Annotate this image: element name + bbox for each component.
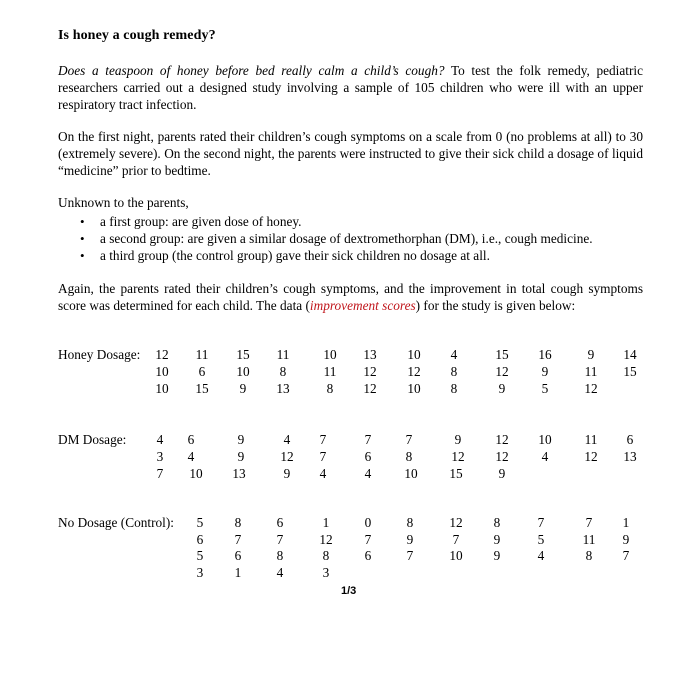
score-honey: 15 bbox=[195, 381, 209, 396]
group-label-honey: Honey Dosage: bbox=[58, 347, 141, 362]
score-control: 11 bbox=[582, 531, 596, 547]
groups-intro: Unknown to the parents, bbox=[58, 195, 189, 210]
score-control: 12 bbox=[319, 531, 333, 547]
score-control: 7 bbox=[364, 531, 372, 547]
score-control: 5 bbox=[537, 531, 545, 547]
score-honey: 4 bbox=[450, 347, 458, 362]
bullet-text: a third group (the control group) gave their sick children no dosage at all. bbox=[100, 248, 490, 263]
score-dm: 7 bbox=[405, 432, 413, 447]
score-dm: 7 bbox=[156, 466, 164, 481]
page-number: 1/3 bbox=[341, 585, 357, 597]
score-control: 7 bbox=[622, 548, 630, 563]
document-title: Is honey a cough remedy? bbox=[58, 28, 216, 43]
score-dm: 9 bbox=[454, 432, 462, 447]
results-text-before: Again, the parents rated their children’s cough symptoms, and the improvement in total cough symptoms score was determined for each child. The data ( bbox=[58, 281, 643, 313]
score-control: 7 bbox=[406, 548, 414, 563]
score-dm: 10 bbox=[404, 466, 418, 481]
score-control: 6 bbox=[364, 548, 372, 563]
score-honey: 13 bbox=[363, 347, 377, 362]
intro-paragraph bbox=[58, 62, 643, 113]
score-dm: 12 bbox=[451, 449, 465, 464]
score-dm: 10 bbox=[189, 466, 203, 481]
score-control: 10 bbox=[449, 548, 463, 563]
score-honey: 14 bbox=[623, 347, 637, 362]
score-control: 9 bbox=[406, 531, 414, 547]
score-honey: 15 bbox=[623, 364, 637, 379]
group-label-dm: DM Dosage: bbox=[58, 432, 127, 447]
score-control: 7 bbox=[276, 531, 284, 547]
score-honey: 12 bbox=[363, 381, 377, 396]
score-control: 8 bbox=[493, 515, 501, 530]
score-honey: 11 bbox=[276, 347, 290, 362]
score-honey: 12 bbox=[495, 364, 509, 379]
score-honey: 11 bbox=[323, 364, 337, 379]
score-dm: 12 bbox=[495, 432, 509, 447]
score-dm: 6 bbox=[187, 432, 195, 447]
score-honey: 10 bbox=[407, 347, 421, 362]
group-label-control: No Dosage (Control): bbox=[58, 515, 174, 530]
score-control: 5 bbox=[196, 548, 204, 563]
score-honey: 16 bbox=[538, 347, 552, 362]
score-honey: 6 bbox=[198, 364, 206, 379]
score-honey: 9 bbox=[541, 364, 549, 379]
score-control: 4 bbox=[537, 548, 545, 563]
score-honey: 10 bbox=[236, 364, 250, 379]
score-control: 1 bbox=[622, 515, 630, 530]
score-dm: 4 bbox=[187, 449, 195, 464]
intro-rest: To test the folk remedy, pediatric researchers carried out a designed study involving a sample of 105 children who were ill with an upper respiratory tract infection. bbox=[58, 63, 643, 112]
score-dm: 9 bbox=[283, 466, 291, 481]
score-dm: 11 bbox=[584, 432, 598, 447]
score-dm: 4 bbox=[364, 466, 372, 481]
score-dm: 12 bbox=[495, 449, 509, 464]
score-honey: 8 bbox=[326, 381, 334, 396]
score-dm: 6 bbox=[626, 432, 634, 447]
score-control: 6 bbox=[276, 515, 284, 530]
groups-paragraph bbox=[58, 194, 643, 264]
score-control: 4 bbox=[276, 564, 284, 580]
score-dm: 3 bbox=[156, 449, 164, 464]
score-dm: 4 bbox=[319, 466, 327, 481]
group-bullet-list bbox=[58, 213, 643, 264]
score-dm: 10 bbox=[538, 432, 552, 447]
score-control: 9 bbox=[493, 531, 501, 547]
score-dm: 12 bbox=[584, 449, 598, 464]
score-dm: 8 bbox=[405, 449, 413, 464]
score-honey: 10 bbox=[323, 347, 337, 362]
score-control: 8 bbox=[585, 548, 593, 563]
score-honey: 8 bbox=[450, 381, 458, 396]
score-dm: 4 bbox=[283, 432, 291, 447]
score-dm: 12 bbox=[280, 449, 294, 464]
score-honey: 5 bbox=[541, 381, 549, 396]
score-control: 6 bbox=[196, 531, 204, 547]
bullet-icon: • bbox=[80, 214, 85, 229]
score-control: 5 bbox=[196, 515, 204, 530]
score-dm: 4 bbox=[156, 432, 164, 447]
score-control: 8 bbox=[234, 515, 242, 530]
score-honey: 15 bbox=[236, 347, 250, 362]
intro-question: Does a teaspoon of honey before bed really calm a child’s cough? bbox=[58, 63, 445, 78]
bullet-icon: • bbox=[80, 248, 85, 263]
score-control: 1 bbox=[322, 515, 330, 530]
score-control: 3 bbox=[322, 564, 330, 580]
first-night-paragraph: On the first night, parents rated their children’s cough symptoms on a scale from 0 (no problems at all) to 30 (extremely severe). On the second night, the parents were instructed to give their sick child a dosage of liquid “medicine” prior to bedtime. bbox=[58, 129, 643, 178]
score-honey: 10 bbox=[155, 381, 169, 396]
bullet-item-control bbox=[58, 247, 643, 264]
score-control: 12 bbox=[449, 515, 463, 530]
score-honey: 10 bbox=[155, 364, 169, 379]
score-dm: 13 bbox=[232, 466, 246, 481]
score-dm: 9 bbox=[237, 449, 245, 464]
score-dm: 7 bbox=[319, 432, 327, 447]
score-control: 7 bbox=[234, 531, 242, 547]
bullet-item-dm bbox=[58, 230, 643, 247]
bullet-text: a first group: are given dose of honey. bbox=[100, 214, 302, 229]
bullet-text: a second group: are given a similar dosage of dextromethorphan (DM), i.e., cough medicine. bbox=[100, 231, 593, 246]
score-honey: 12 bbox=[584, 381, 598, 396]
score-control: 8 bbox=[322, 548, 330, 563]
results-text-after: ) for the study is given below: bbox=[415, 298, 576, 313]
bullet-item-honey bbox=[58, 213, 643, 230]
score-honey: 8 bbox=[450, 364, 458, 379]
score-control: 6 bbox=[234, 548, 242, 563]
improvement-scores-highlight: improvement scores bbox=[309, 298, 416, 313]
score-control: 1 bbox=[234, 564, 242, 580]
score-control: 3 bbox=[196, 564, 204, 580]
score-control: 7 bbox=[585, 515, 593, 530]
score-control: 7 bbox=[537, 515, 545, 530]
score-dm: 15 bbox=[449, 466, 463, 481]
results-paragraph bbox=[58, 280, 643, 314]
score-honey: 11 bbox=[584, 364, 598, 379]
score-honey: 10 bbox=[407, 381, 421, 396]
bullet-icon: • bbox=[80, 231, 85, 246]
score-control: 9 bbox=[622, 531, 630, 547]
score-dm: 9 bbox=[498, 466, 506, 481]
score-honey: 9 bbox=[587, 347, 595, 362]
score-dm: 7 bbox=[364, 432, 372, 447]
score-control: 8 bbox=[406, 515, 414, 530]
score-dm: 9 bbox=[237, 432, 245, 447]
score-control: 8 bbox=[276, 548, 284, 563]
score-honey: 9 bbox=[498, 381, 506, 396]
score-honey: 15 bbox=[495, 347, 509, 362]
score-honey: 9 bbox=[239, 381, 247, 396]
score-honey: 12 bbox=[407, 364, 421, 379]
score-control: 0 bbox=[364, 515, 372, 530]
score-dm: 4 bbox=[541, 449, 549, 464]
score-dm: 13 bbox=[623, 449, 637, 464]
score-honey: 13 bbox=[276, 381, 290, 396]
score-dm: 6 bbox=[364, 449, 372, 464]
score-honey: 11 bbox=[195, 347, 209, 362]
score-control: 9 bbox=[493, 548, 501, 563]
score-honey: 8 bbox=[279, 364, 287, 379]
score-dm: 7 bbox=[319, 449, 327, 464]
score-honey: 12 bbox=[155, 347, 169, 362]
score-control: 7 bbox=[452, 531, 460, 547]
score-honey: 12 bbox=[363, 364, 377, 379]
